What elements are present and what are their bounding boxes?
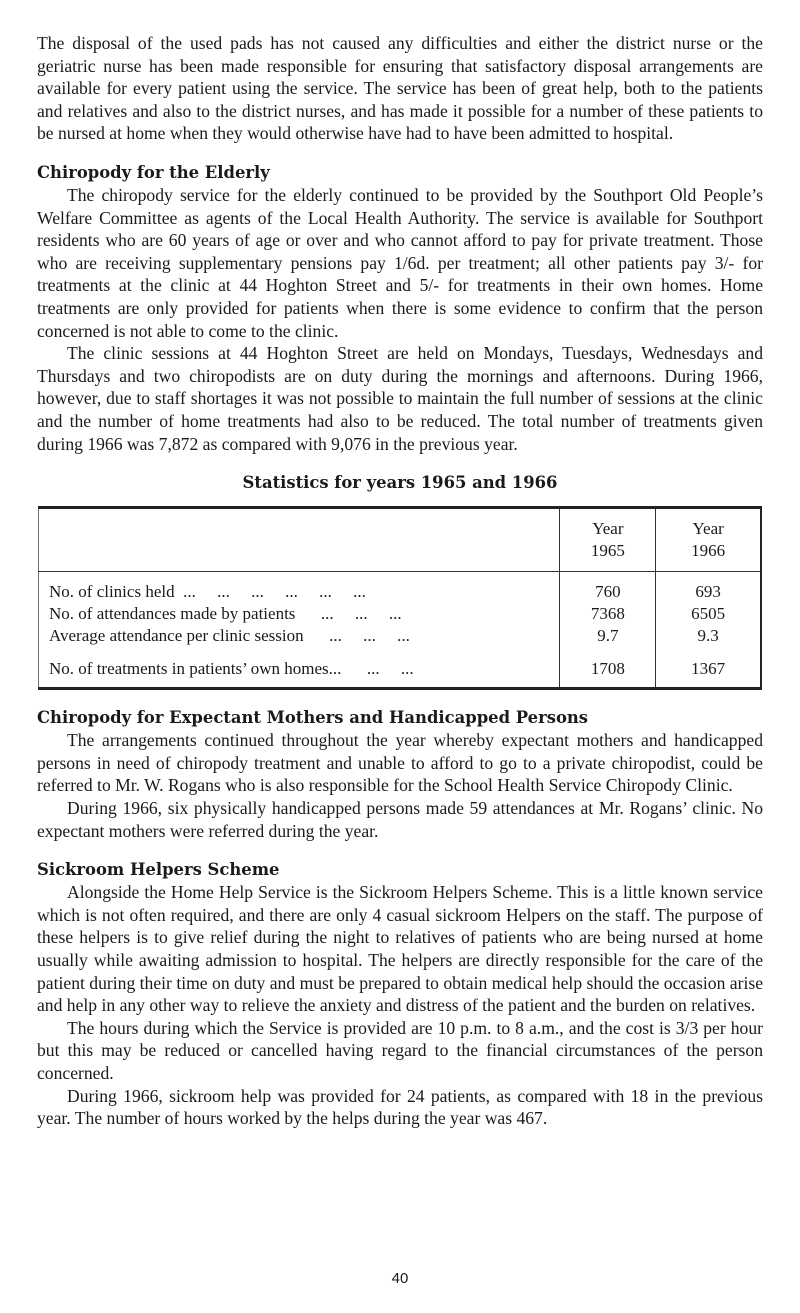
header-year-value: 1965: [590, 541, 625, 561]
table-row: [39, 603, 762, 625]
table-header-1966: [656, 508, 761, 572]
cell-1965: 9.7: [560, 625, 656, 647]
row-label: Average attendance per clinic session ... ... ...: [49, 625, 410, 645]
chiropody-elderly-paragraph-1: The chiropody service for the elderly continued to be provided by the Southport Old People’s Welfare Committee as agents of the Local Health Authority. The service is available for Southport residents who are 60 years of age or over and who cannot afford to pay for private treatment. Those who are receiving supplementary pensions pay 1/6d. per treatment; all other patients pay 3/- for treatments at the clinic at 44 Hoghton Street and 5/- for treatments in their own homes. Home treatments are only provided for patients when there is some evidence to confirm that the person concerned is not able to come to the clinic.: [37, 184, 763, 341]
header-year-label: Year: [592, 519, 624, 539]
header-year-label: Year: [692, 519, 724, 539]
sickroom-paragraph-2: The hours during which the Service is provided are 10 p.m. to 8 a.m., and the cost is 3/3 per hour but this may be reduced or cancelled having regard to the financial circumstances of the person concerned.: [37, 1017, 763, 1083]
row-label: No. of treatments in patients’ own homes... ... ...: [49, 659, 414, 679]
sickroom-heading: Sickroom Helpers Scheme: [37, 860, 280, 880]
document-page: [37, 32, 763, 1130]
cell-1966: 693: [656, 572, 761, 603]
statistics-table: [38, 506, 762, 690]
chiropody-mothers-heading: Chiropody for Expectant Mothers and Handicapped Persons: [37, 708, 589, 728]
page-number: 40: [391, 1270, 409, 1287]
cell-1965: 7368: [560, 603, 656, 625]
header-year-value: 1966: [691, 541, 726, 561]
table-header-1965: [560, 508, 656, 572]
chiropody-mothers-paragraph-1: The arrangements continued throughout the year whereby expectant mothers and handicapped persons in need of chiropody treatment and unable to afford to go to a private chiropodist, could be referred to Mr. W. Rogans who is also responsible for the School Health Service Chiropody Clinic.: [37, 730, 763, 796]
cell-1965: 1708: [560, 646, 656, 688]
table-row: [39, 572, 762, 603]
statistics-table-title: Statistics for years 1965 and 1966: [242, 473, 558, 493]
row-label: No. of clinics held ... ... ... ... ... ...: [49, 582, 366, 602]
sickroom-paragraph-1: Alongside the Home Help Service is the Sickroom Helpers Scheme. This is a little known service which is not often required, and there are only 4 casual sickroom Helpers on the staff. The purpose of these helpers is to give relief during the night to relatives of patients who are being nursed at home usually while awaiting admission to hospital. The helpers are directly responsible for the care of the patient during their time on duty and must be prepared to obtain medical help should the occasion arise and help in any other way to relieve the anxiety and distress of the patient and the burden on relatives.: [37, 882, 763, 1016]
cell-1966: 1367: [656, 646, 761, 688]
chiropody-elderly-heading: Chiropody for the Elderly: [37, 162, 270, 182]
cell-1966: 6505: [656, 603, 761, 625]
table-header-blank: [39, 508, 560, 572]
chiropody-mothers-paragraph-2: During 1966, six physically handicapped persons made 59 attendances at Mr. Rogans’ clinic. No expectant mothers were referred during the year.: [37, 798, 763, 841]
table-header-row: [39, 508, 762, 572]
row-label: No. of attendances made by patients ... ... ...: [49, 603, 402, 623]
table-row: [39, 625, 762, 647]
intro-paragraph: The disposal of the used pads has not caused any difficulties and either the district nurse or the geriatric nurse has been made responsible for ensuring that satisfactory disposal arrangements are available for every patient using the service. The service has been of great help, both to the patients and relatives and also to the district nurses, and has made it possible for a number of these patients to be nursed at home when they would otherwise have had to have been admitted to hospital.: [37, 33, 763, 144]
table-row: [39, 646, 762, 688]
cell-1966: 9.3: [656, 625, 761, 647]
cell-1965: 760: [560, 572, 656, 603]
sickroom-paragraph-3: During 1966, sickroom help was provided for 24 patients, as compared with 18 in the previous year. The number of hours worked by the helps during the year was 467.: [37, 1085, 763, 1129]
chiropody-elderly-paragraph-2: The clinic sessions at 44 Hoghton Street are held on Mondays, Tuesdays, Wednesdays and Thursdays and two chiropodists are on duty during the mornings and afternoons. During 1966, however, due to staff shortages it was not possible to maintain the full number of sessions at the clinic and the number of home treatments had also to be reduced. The total number of treatments given during 1966 was 7,872 as compared with 9,076 in the previous year.: [37, 343, 763, 454]
